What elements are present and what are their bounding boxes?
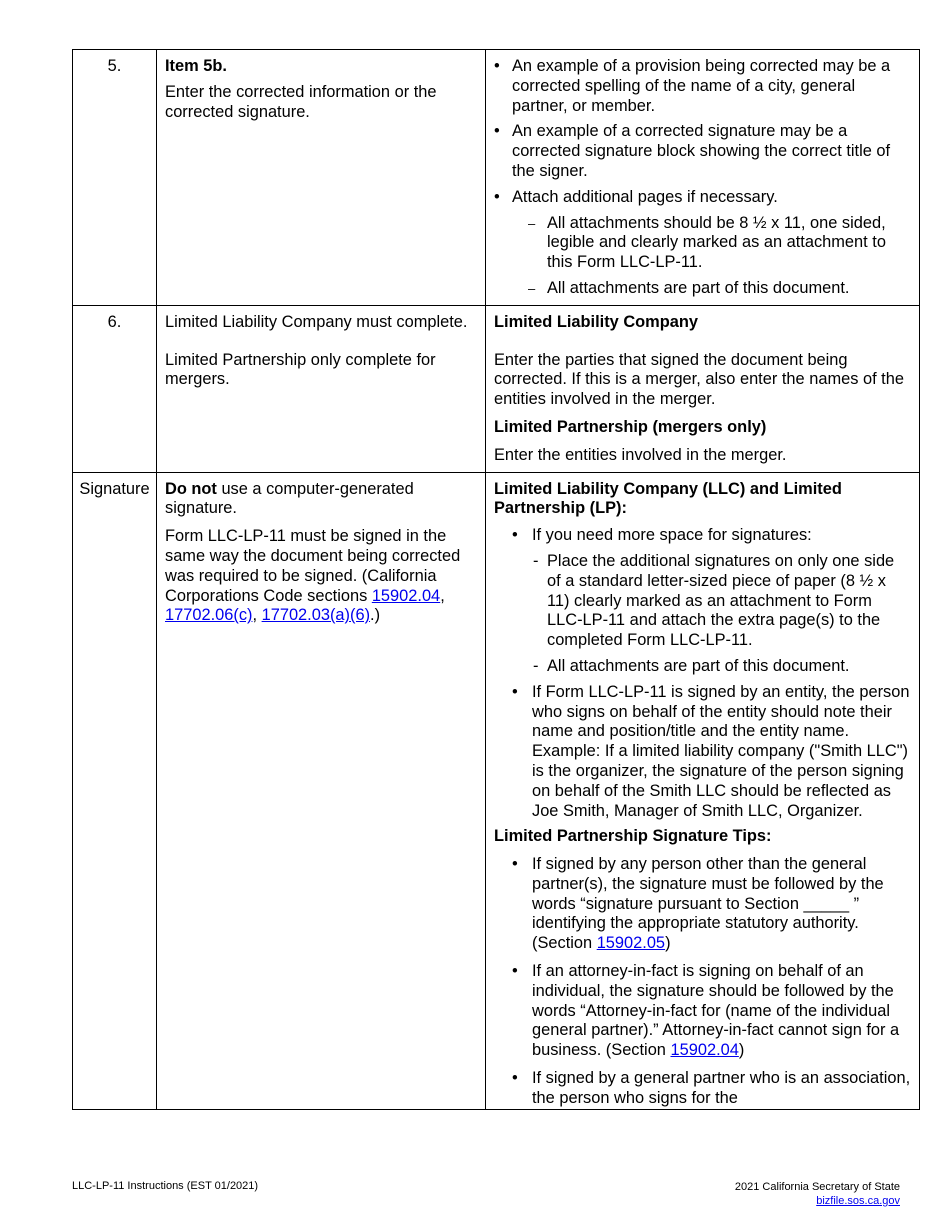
sub-list-item: - All attachments are part of this document. (494, 657, 911, 677)
footer-right (735, 1180, 900, 1208)
item-description: Form LLC-LP-11 must be signed in the same way the document being corrected was required to be signed. (California Corporations Code sections 15902.04, 17702.06(c), 17702.03(a)(6).) (165, 527, 461, 625)
section-heading: Limited Liability Company (494, 312, 698, 331)
section-heading: Limited Liability Company (LLC) and Limited Partnership (LP): (494, 479, 842, 518)
item-description: Enter the corrected information or the corrected signature. (165, 82, 437, 121)
code-section-link[interactable]: 15902.04 (371, 586, 441, 605)
item-description: Limited Partnership only complete for mergers. (165, 350, 436, 389)
section-text: Enter the entities involved in the merger. (494, 445, 787, 464)
code-section-link[interactable]: 15902.05 (596, 934, 666, 953)
website-link[interactable]: bizfile.sos.ca.gov (816, 1195, 900, 1207)
table-row-signature (73, 472, 920, 1109)
list-item: • If signed by a general partner who is an association, the person who signs for the (494, 1069, 911, 1109)
code-section-link[interactable]: 17702.03(a)(6) (261, 606, 371, 625)
list-item: • If signed by any person other than the general partner(s), the signature must be followed by the words “signature pursuant to Section _____ ” identifying the appropriate statutory authority. (Section 15902.05) (494, 855, 911, 954)
form-identifier: LLC-LP-11 Instructions (EST 01/2021) (72, 1180, 259, 1192)
sub-list-item: - Place the additional signatures on only one side of a standard letter-sized piece of paper (8 ½ x 11) clearly marked as an attachment to Form LLC-LP-11 and attach the extra page(s) to the completed Form LLC-LP-11. (494, 552, 911, 651)
item-heading: Item 5b. (165, 57, 227, 75)
list-item: • If Form LLC-LP-11 is signed by an entity, the person who signs on behalf of the entity should note their name and position/title and the entity name. Example: If a limited liability company ("Smith LLC") is the organizer, the signature of the person signing on behalf of the Smith LLC should be reflected as Joe Smith, Manager of Smith LLC, Organizer. (494, 683, 911, 822)
list-item: • If an attorney-in-fact is signing on behalf of an individual, the signature should be followed by the words “Attorney-in-fact for (name of the individual general partner).” Attorney-in-fact cannot sign for a business. (Section 15902.04) (494, 962, 911, 1061)
copyright-text: 2021 California Secretary of State (734, 1181, 900, 1193)
section-heading: Limited Partnership Signature Tips: (494, 827, 772, 846)
list-item: • If you need more space for signatures: (494, 526, 911, 546)
item-number: 6. (73, 305, 157, 472)
list-item: • Attach additional pages if necessary. (494, 188, 911, 208)
item-description: Do not use a computer-generated signature. (165, 479, 414, 518)
sub-list-item: – All attachments should be 8 ½ x 11, one sided, legible and clearly marked as an attachment to this Form LLC-LP-11. (494, 214, 911, 273)
item-number: Signature (73, 472, 157, 1109)
table-row-item-6 (73, 305, 920, 472)
list-item: • An example of a provision being corrected may be a corrected spelling of the name of a city, general partner, or member. (494, 57, 911, 116)
item-number: 5. (73, 50, 157, 306)
table-row-item-5 (73, 50, 920, 306)
section-text: Enter the parties that signed the document being corrected. If this is a merger, also enter the names of the entities involved in the merger. (494, 350, 904, 409)
instructions-table (72, 49, 920, 1110)
sub-list-item: – All attachments are part of this document. (494, 279, 911, 299)
item-description: Limited Liability Company must complete. (165, 312, 468, 331)
code-section-link[interactable]: 15902.04 (670, 1041, 739, 1060)
code-section-link[interactable]: 17702.06(c) (165, 606, 253, 625)
section-heading: Limited Partnership (mergers only) (494, 417, 767, 436)
list-item: • An example of a corrected signature may be a corrected signature block showing the correct title of the signer. (494, 122, 911, 181)
